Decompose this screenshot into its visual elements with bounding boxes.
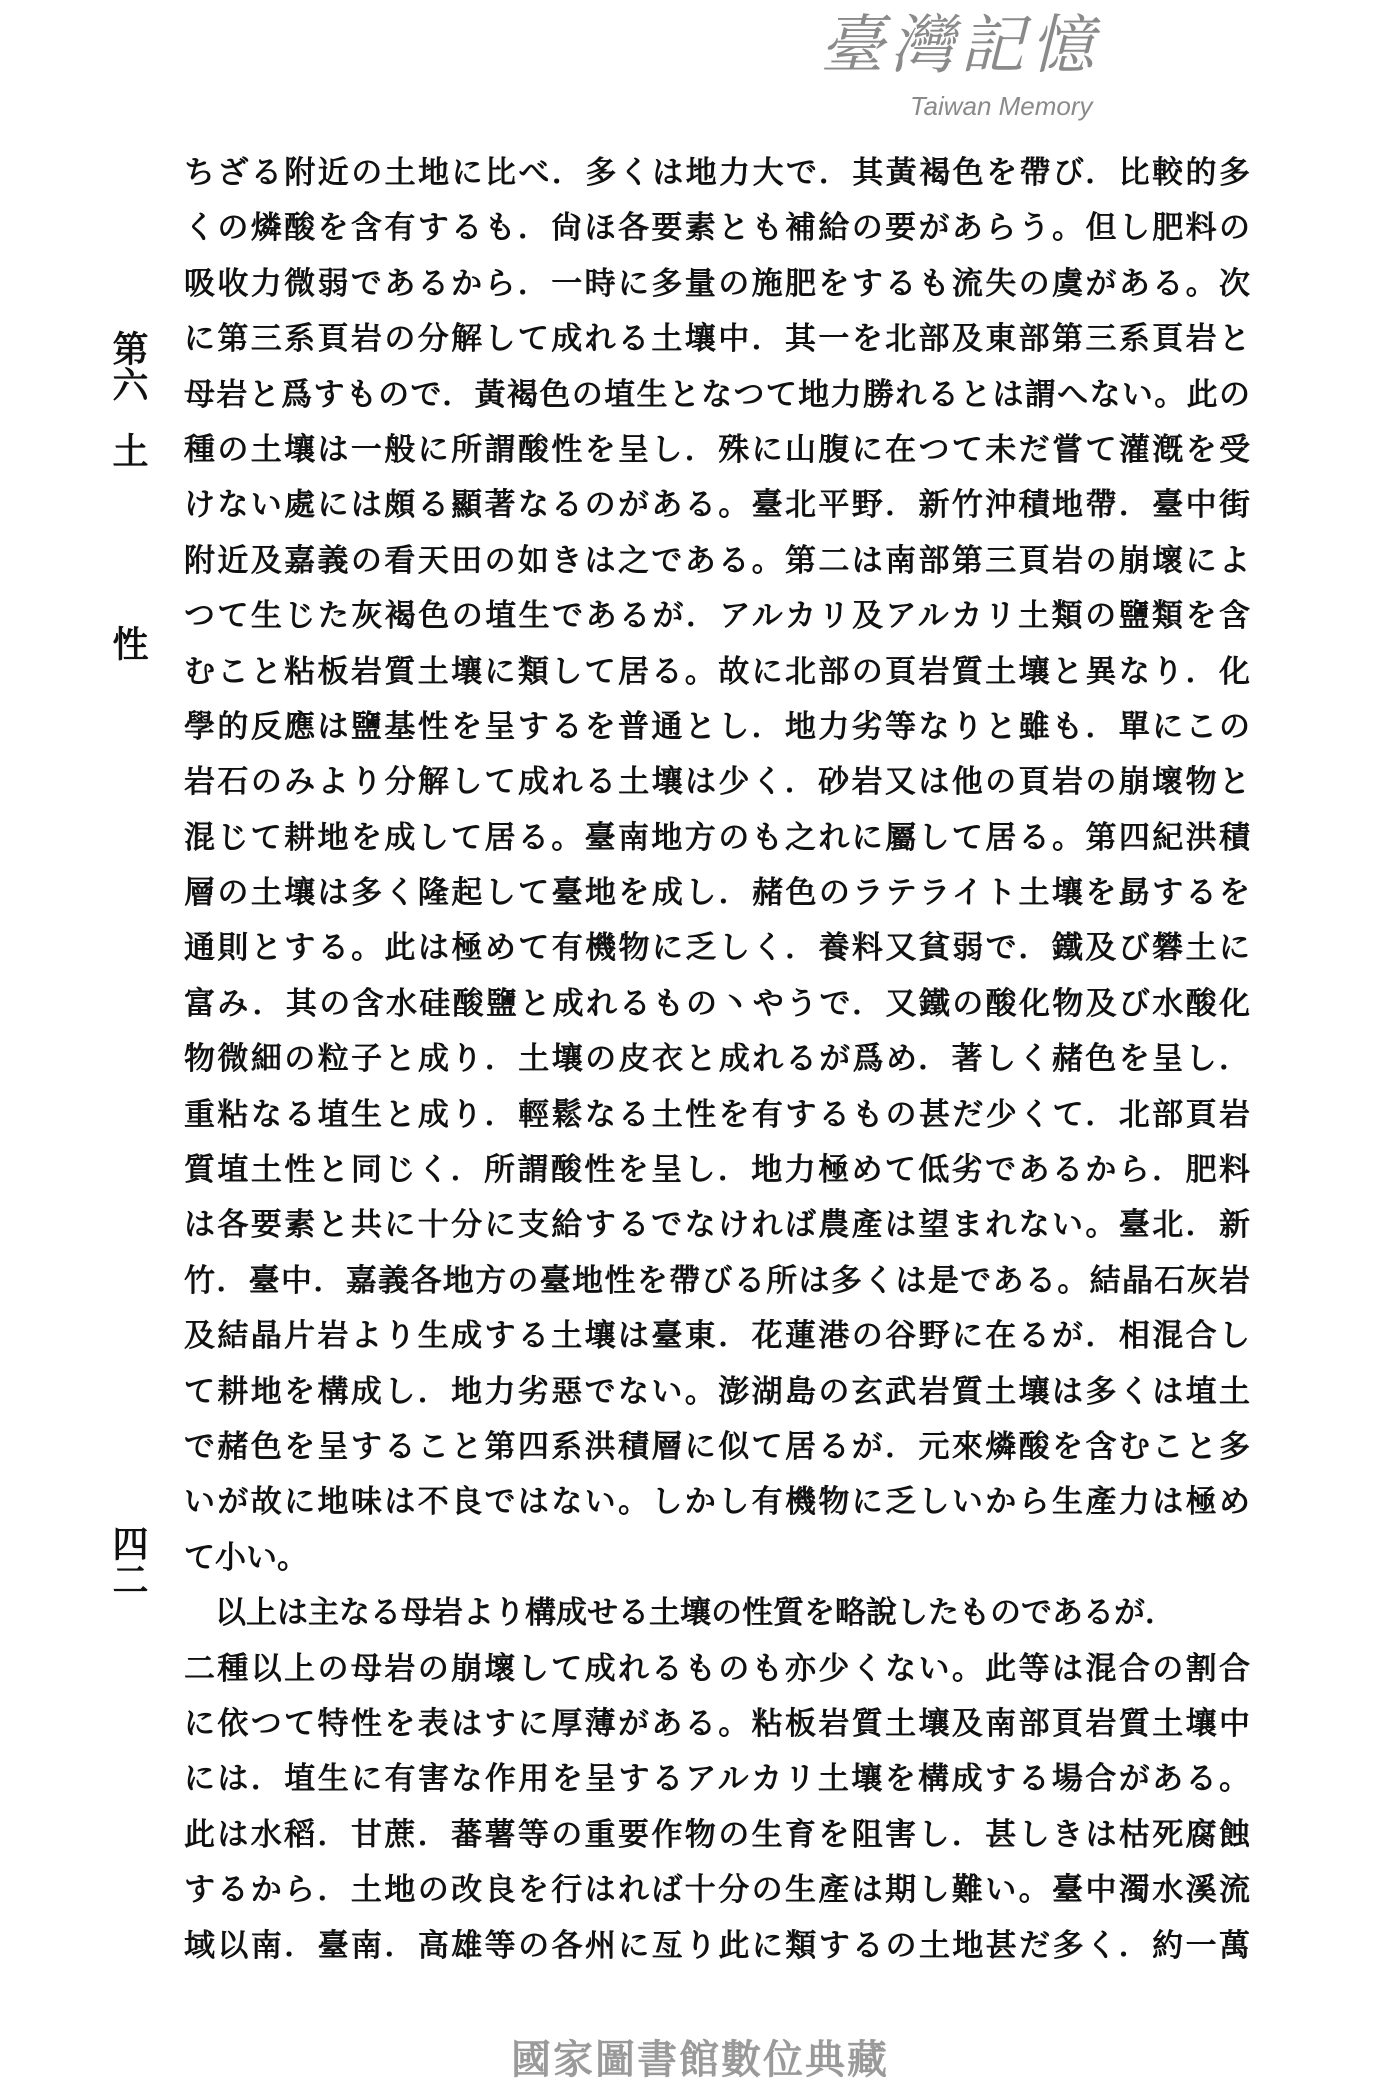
watermark-en: Taiwan Memory xyxy=(910,91,1093,121)
text-line: 竹．臺中．嘉義各地方の臺地性を帶びる所は多くは是である。結晶石灰岩 xyxy=(184,1262,1250,1299)
text-line: 通則とする。此は極めて有機物に乏しく．養料又貧弱で．鐵及び礬土に xyxy=(184,930,1250,967)
text-line: 物微細の粒子と成り．土壤の皮衣と成れるが爲め．著しく赭色を呈し． xyxy=(184,1041,1250,1078)
text-line: 域以南．臺南．高雄等の各州に亙り此に類するの土地甚だ多く．約一萬 xyxy=(184,1927,1250,1964)
text-line: ちざる附近の土地に比べ．多くは地力大で．其黃褐色を帶び．比較的多 xyxy=(184,155,1250,191)
watermark xyxy=(820,6,1240,136)
section-title-bottom: 性 xyxy=(107,625,149,661)
watermark-cjk: 臺灣記憶 xyxy=(820,9,1100,83)
text-line: で赭色を呈すること第四系洪積層に似て居るが．元來燐酸を含むこと多 xyxy=(184,1428,1250,1465)
text-line: いが故に地味は不良ではない。しかし有機物に乏しいから生產力は極め xyxy=(184,1484,1250,1521)
text-line: むこと粘板岩質土壤に類して居る。故に北部の頁岩質土壤と異なり．化 xyxy=(184,653,1250,690)
text-line: 重粘なる埴生と成り．輕鬆なる土性を有するもの甚だ少くて．北部頁岩 xyxy=(184,1096,1250,1133)
text-line: 質埴土性と同じく．所謂酸性を呈し．地力極めて低劣であるから．肥料 xyxy=(184,1152,1250,1189)
text-line: 層の土壤は多く隆起して臺地を成し．赭色のラテライト土壤を勗するを xyxy=(184,875,1250,912)
body-text xyxy=(184,146,1250,1974)
text-line: するから．土地の改良を行はれば十分の生產は期し難い。臺中濁水溪流 xyxy=(184,1872,1250,1909)
text-line: 以上は主なる母岩より構成せる土壤の性質を略說したものであるが． xyxy=(184,1595,1176,1632)
text-line: は各要素と共に十分に支給するでなければ農產は望まれない。臺北．新 xyxy=(184,1207,1250,1244)
text-line: 混じて耕地を成して居る。臺南地方のも之れに屬して居る。第四紀洪積 xyxy=(184,819,1250,856)
text-line: には．埴生に有害な作用を呈するアルカリ土壤を構成する場合がある。 xyxy=(184,1761,1250,1798)
footer-credit: 國家圖書館數位典藏 xyxy=(511,2037,889,2083)
text-line: 學的反應は鹽基性を呈するを普通とし．地力劣等なりと雖も．單にこの xyxy=(184,708,1250,745)
text-line: けない處には頗る顯著なるのがある。臺北平野．新竹沖積地帶．臺中街 xyxy=(184,487,1250,524)
text-line: 富み．其の含水硅酸鹽と成れるもの丶やうで．又鐵の酸化物及び水酸化 xyxy=(184,985,1250,1022)
chapter-label: 第六 xyxy=(107,330,149,402)
text-line: 此は水稻．甘蔗．蕃薯等の重要作物の生育を阻害し．甚しきは枯死腐蝕 xyxy=(184,1816,1250,1853)
text-line: 及結晶片岩より生成する土壤は臺東．花蓮港の谷野に在るが．相混合し xyxy=(184,1318,1250,1355)
text-line: 附近及嘉義の看天田の如きは之である。第二は南部第三頁岩の崩壞によ xyxy=(184,542,1250,579)
text-line: て耕地を構成し．地力劣惡でない。澎湖島の玄武岩質土壤は多くは埴土 xyxy=(184,1373,1250,1410)
text-line: 二種以上の母岩の崩壞して成れるものも亦少くない。此等は混合の割合 xyxy=(184,1650,1250,1687)
text-line: つて生じた灰褐色の埴生であるが．アルカリ及アルカリ土類の鹽類を含 xyxy=(184,598,1250,635)
text-line: 種の土壤は一般に所謂酸性を呈し．殊に山腹に在つて未だ嘗て灌漑を受 xyxy=(184,431,1250,468)
text-line: 岩石のみより分解して成れる土壤は少く．砂岩又は他の頁岩の崩壞物と xyxy=(184,764,1250,801)
text-line: て小い。 xyxy=(184,1539,308,1576)
text-line: 吸收力微弱であるから．一時に多量の施肥をするも流失の虞がある。次 xyxy=(184,265,1250,302)
text-line: くの燐酸を含有するも．尙ほ各要素とも補給の要があらう。但し肥料の xyxy=(184,210,1250,247)
text-line: に依つて特性を表はすに厚薄がある。粘板岩質土壤及南部頁岩質土壤中 xyxy=(184,1705,1250,1742)
text-line: に第三系頁岩の分解して成れる土壤中．其一を北部及東部第三系頁岩と xyxy=(184,321,1250,358)
page-number: 四二 xyxy=(107,1525,149,1597)
section-title-top: 土 xyxy=(107,432,149,468)
text-line: 母岩と爲すもので．黃褐色の埴生となつて地力勝れるとは謂へない。此の xyxy=(184,376,1250,413)
